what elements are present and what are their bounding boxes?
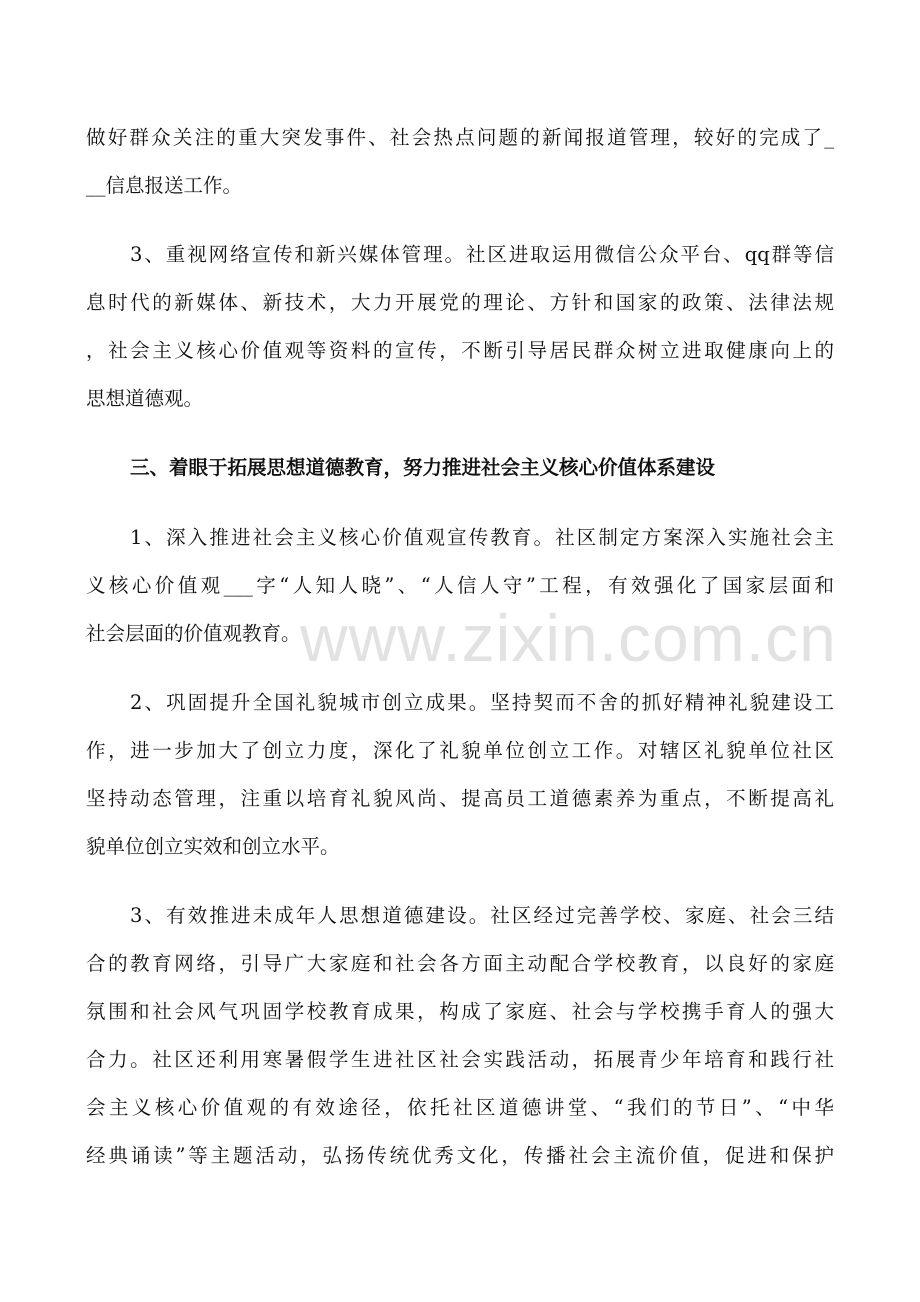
paragraph-line: 息时代的新媒体、新技术，大力开展党的理论、方针和国家的政策、法律法规 [86, 291, 834, 314]
paragraph-line: 合力。社区还利用寒暑假学生进社区社会实践活动，拓展青少年培育和践行社 [86, 1048, 834, 1071]
paragraph-line: 合的教育网络，引导广大家庭和社会各方面主动配合学校教育，以良好的家庭 [86, 952, 834, 975]
paragraph-line: 社会层面的价值观教育。 [86, 622, 301, 645]
paragraph-line: 1、深入推进社会主义核心价值观宣传教育。社区制定方案深入实施社会主 [130, 526, 834, 549]
watermark: www.zixin.com.cn [300, 601, 837, 675]
paragraph-line: 义核心价值观___字“人知人晓”、“人信人守”工程，有效强化了国家层面和 [86, 574, 834, 597]
paragraph-line: 2、巩固提升全国礼貌城市创立成果。坚持契而不舍的抓好精神礼貌建设工 [130, 691, 834, 714]
paragraph-line: 做好群众关注的重大突发事件、社会热点问题的新闻报道管理，较好的完成了_ [86, 126, 834, 149]
paragraph-line: ，社会主义核心价值观等资料的宣传，不断引导居民群众树立进取健康向上的 [86, 339, 834, 362]
paragraph-line: 作，进一步加大了创立力度，深化了礼貌单位创立工作。对辖区礼貌单位社区 [86, 739, 834, 762]
paragraph-line: 经典诵读”等主题活动，弘扬传统优秀文化，传播社会主流价值，促进和保护 [86, 1144, 834, 1167]
paragraph-line: __信息报送工作。 [86, 174, 243, 197]
paragraph-line: 坚持动态管理，注重以培育礼貌风尚、提高员工道德素养为重点，不断提高礼 [86, 787, 834, 810]
paragraph-line: 3、有效推进未成年人思想道德建设。社区经过完善学校、家庭、社会三结 [130, 904, 834, 927]
paragraph-line: 貌单位创立实效和创立水平。 [86, 835, 340, 858]
section-heading: 三、着眼于拓展思想道德教育，努力推进社会主义核心价值体系建设 [130, 456, 716, 479]
paragraph-line: 氛围和社会风气巩固学校教育成果，构成了家庭、社会与学校携手育人的强大 [86, 1000, 834, 1023]
paragraph-line: 会主义核心价值观的有效途径，依托社区道德讲堂、“我们的节日”、“中华 [86, 1096, 834, 1119]
paragraph-line: 3、重视网络宣传和新兴媒体管理。社区进取运用微信公众平台、qq群等信 [130, 243, 834, 266]
paragraph-line: 思想道德观。 [86, 387, 204, 410]
